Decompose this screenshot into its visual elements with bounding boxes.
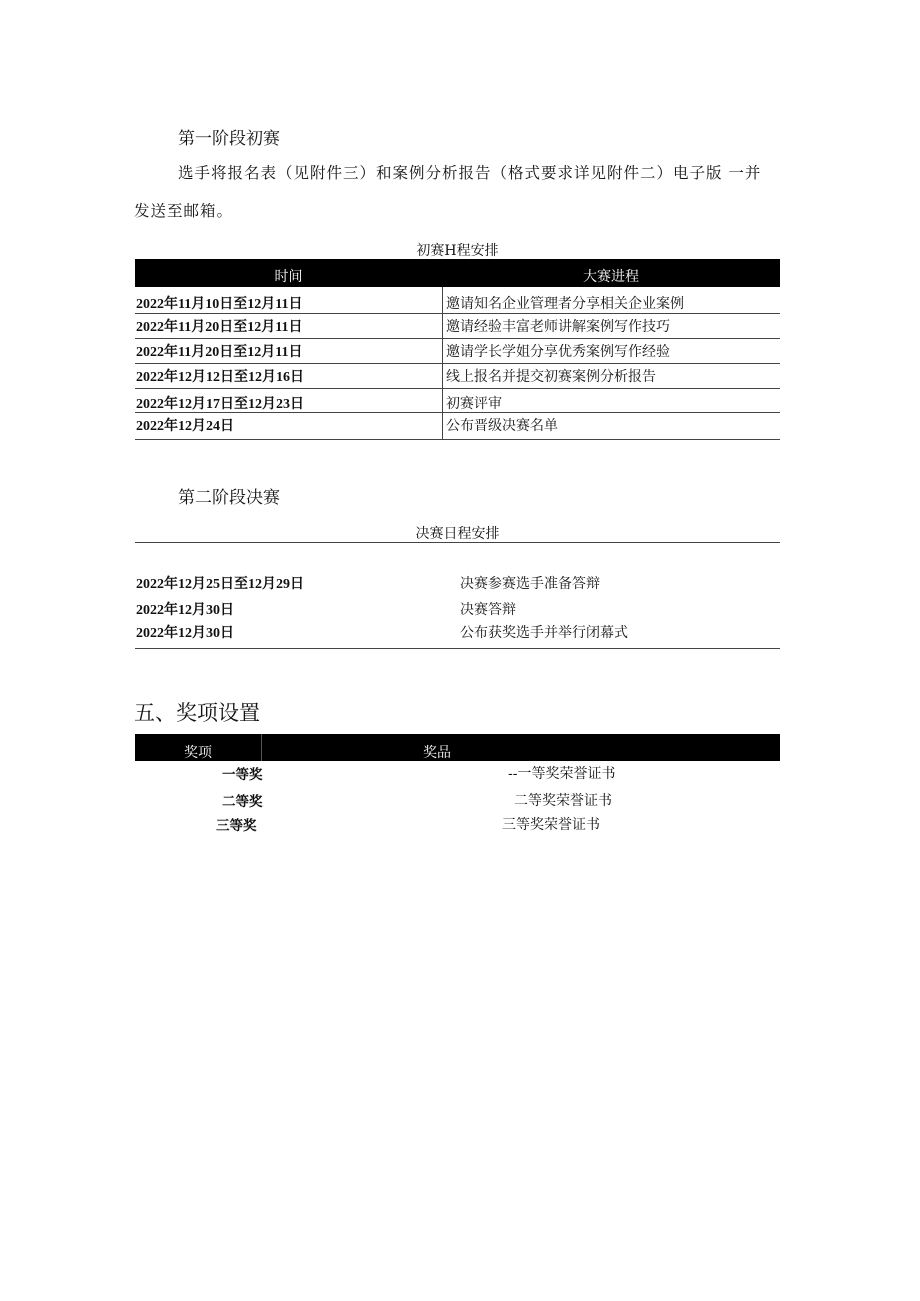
stage1-paragraph-line2: 发送至邮箱。 <box>134 202 234 220</box>
schedule1-time-cell: 2022年11月20日至12月11日 <box>136 345 303 360</box>
schedule2-event-cell: 决赛参赛选手准备答辩 <box>460 576 600 592</box>
awards-heading: 五、奖项设置 <box>134 701 260 725</box>
schedule2-time-cell: 2022年12月30日 <box>136 603 234 618</box>
award-prize: --一等奖荣誉证书 <box>508 766 616 782</box>
stage2-heading: 第二阶段决赛 <box>178 488 280 508</box>
award-name: 二等奖 <box>222 794 263 810</box>
award-prize: 二等奖荣誉证书 <box>514 793 612 809</box>
award-name: 三等奖 <box>216 818 257 834</box>
schedule1-time-cell: 2022年11月10日至12月11日 <box>136 297 303 312</box>
schedule1-bottom-border <box>135 439 780 440</box>
schedule2-caption: 决赛日程安排 <box>415 526 500 542</box>
schedule2-time-cell: 2022年12月30日 <box>136 626 234 641</box>
schedule2-event-cell: 公布获奖选手并举行闭幕式 <box>460 625 628 641</box>
schedule1-header-row <box>135 259 780 287</box>
schedule1-event-cell: 公布晋级决赛名单 <box>446 418 558 434</box>
schedule2-bottom-border <box>135 648 780 649</box>
schedule2-top-border <box>135 542 780 543</box>
schedule1-event-cell: 初赛评审 <box>446 396 502 412</box>
schedule2-time-cell: 2022年12月25日至12月29日 <box>136 577 304 592</box>
schedule1-header-progress: 大赛进程 <box>583 269 639 285</box>
schedule2-event-cell: 决赛答辩 <box>460 602 516 618</box>
schedule1-event-cell: 邀请知名企业管理者分享相关企业案例 <box>446 296 684 312</box>
schedule1-event-cell: 邀请经验丰富老师讲解案例写作技巧 <box>446 319 670 335</box>
schedule1-row-divider <box>135 338 780 339</box>
schedule1-time-cell: 2022年12月24日 <box>136 419 234 434</box>
schedule1-caption: 初赛H程安排 <box>416 243 499 259</box>
schedule1-time-cell: 2022年12月12日至12月16日 <box>136 370 304 385</box>
award-prize: 三等奖荣誉证书 <box>502 817 600 833</box>
awards-header-prize: 奖品 <box>423 745 451 761</box>
schedule1-event-cell: 邀请学长学姐分享优秀案例写作经验 <box>446 344 670 360</box>
schedule1-time-cell: 2022年11月20日至12月11日 <box>136 320 303 335</box>
schedule1-row-divider <box>135 313 780 314</box>
schedule1-header-time: 时间 <box>274 269 303 285</box>
schedule1-row-divider <box>135 388 780 389</box>
award-name: 一等奖 <box>222 767 263 783</box>
stage1-heading: 第一阶段初赛 <box>178 129 280 149</box>
awards-header-name: 奖项 <box>184 745 212 761</box>
schedule1-time-cell: 2022年12月17日至12月23日 <box>136 397 304 412</box>
stage1-paragraph-line1: 选手将报名表（见附件三）和案例分析报告（格式要求详见附件二）电子版 一并 <box>178 164 762 182</box>
schedule1-event-cell: 线上报名并提交初赛案例分析报告 <box>446 369 656 385</box>
awards-header-row <box>135 734 780 761</box>
schedule1-row-divider <box>135 363 780 364</box>
